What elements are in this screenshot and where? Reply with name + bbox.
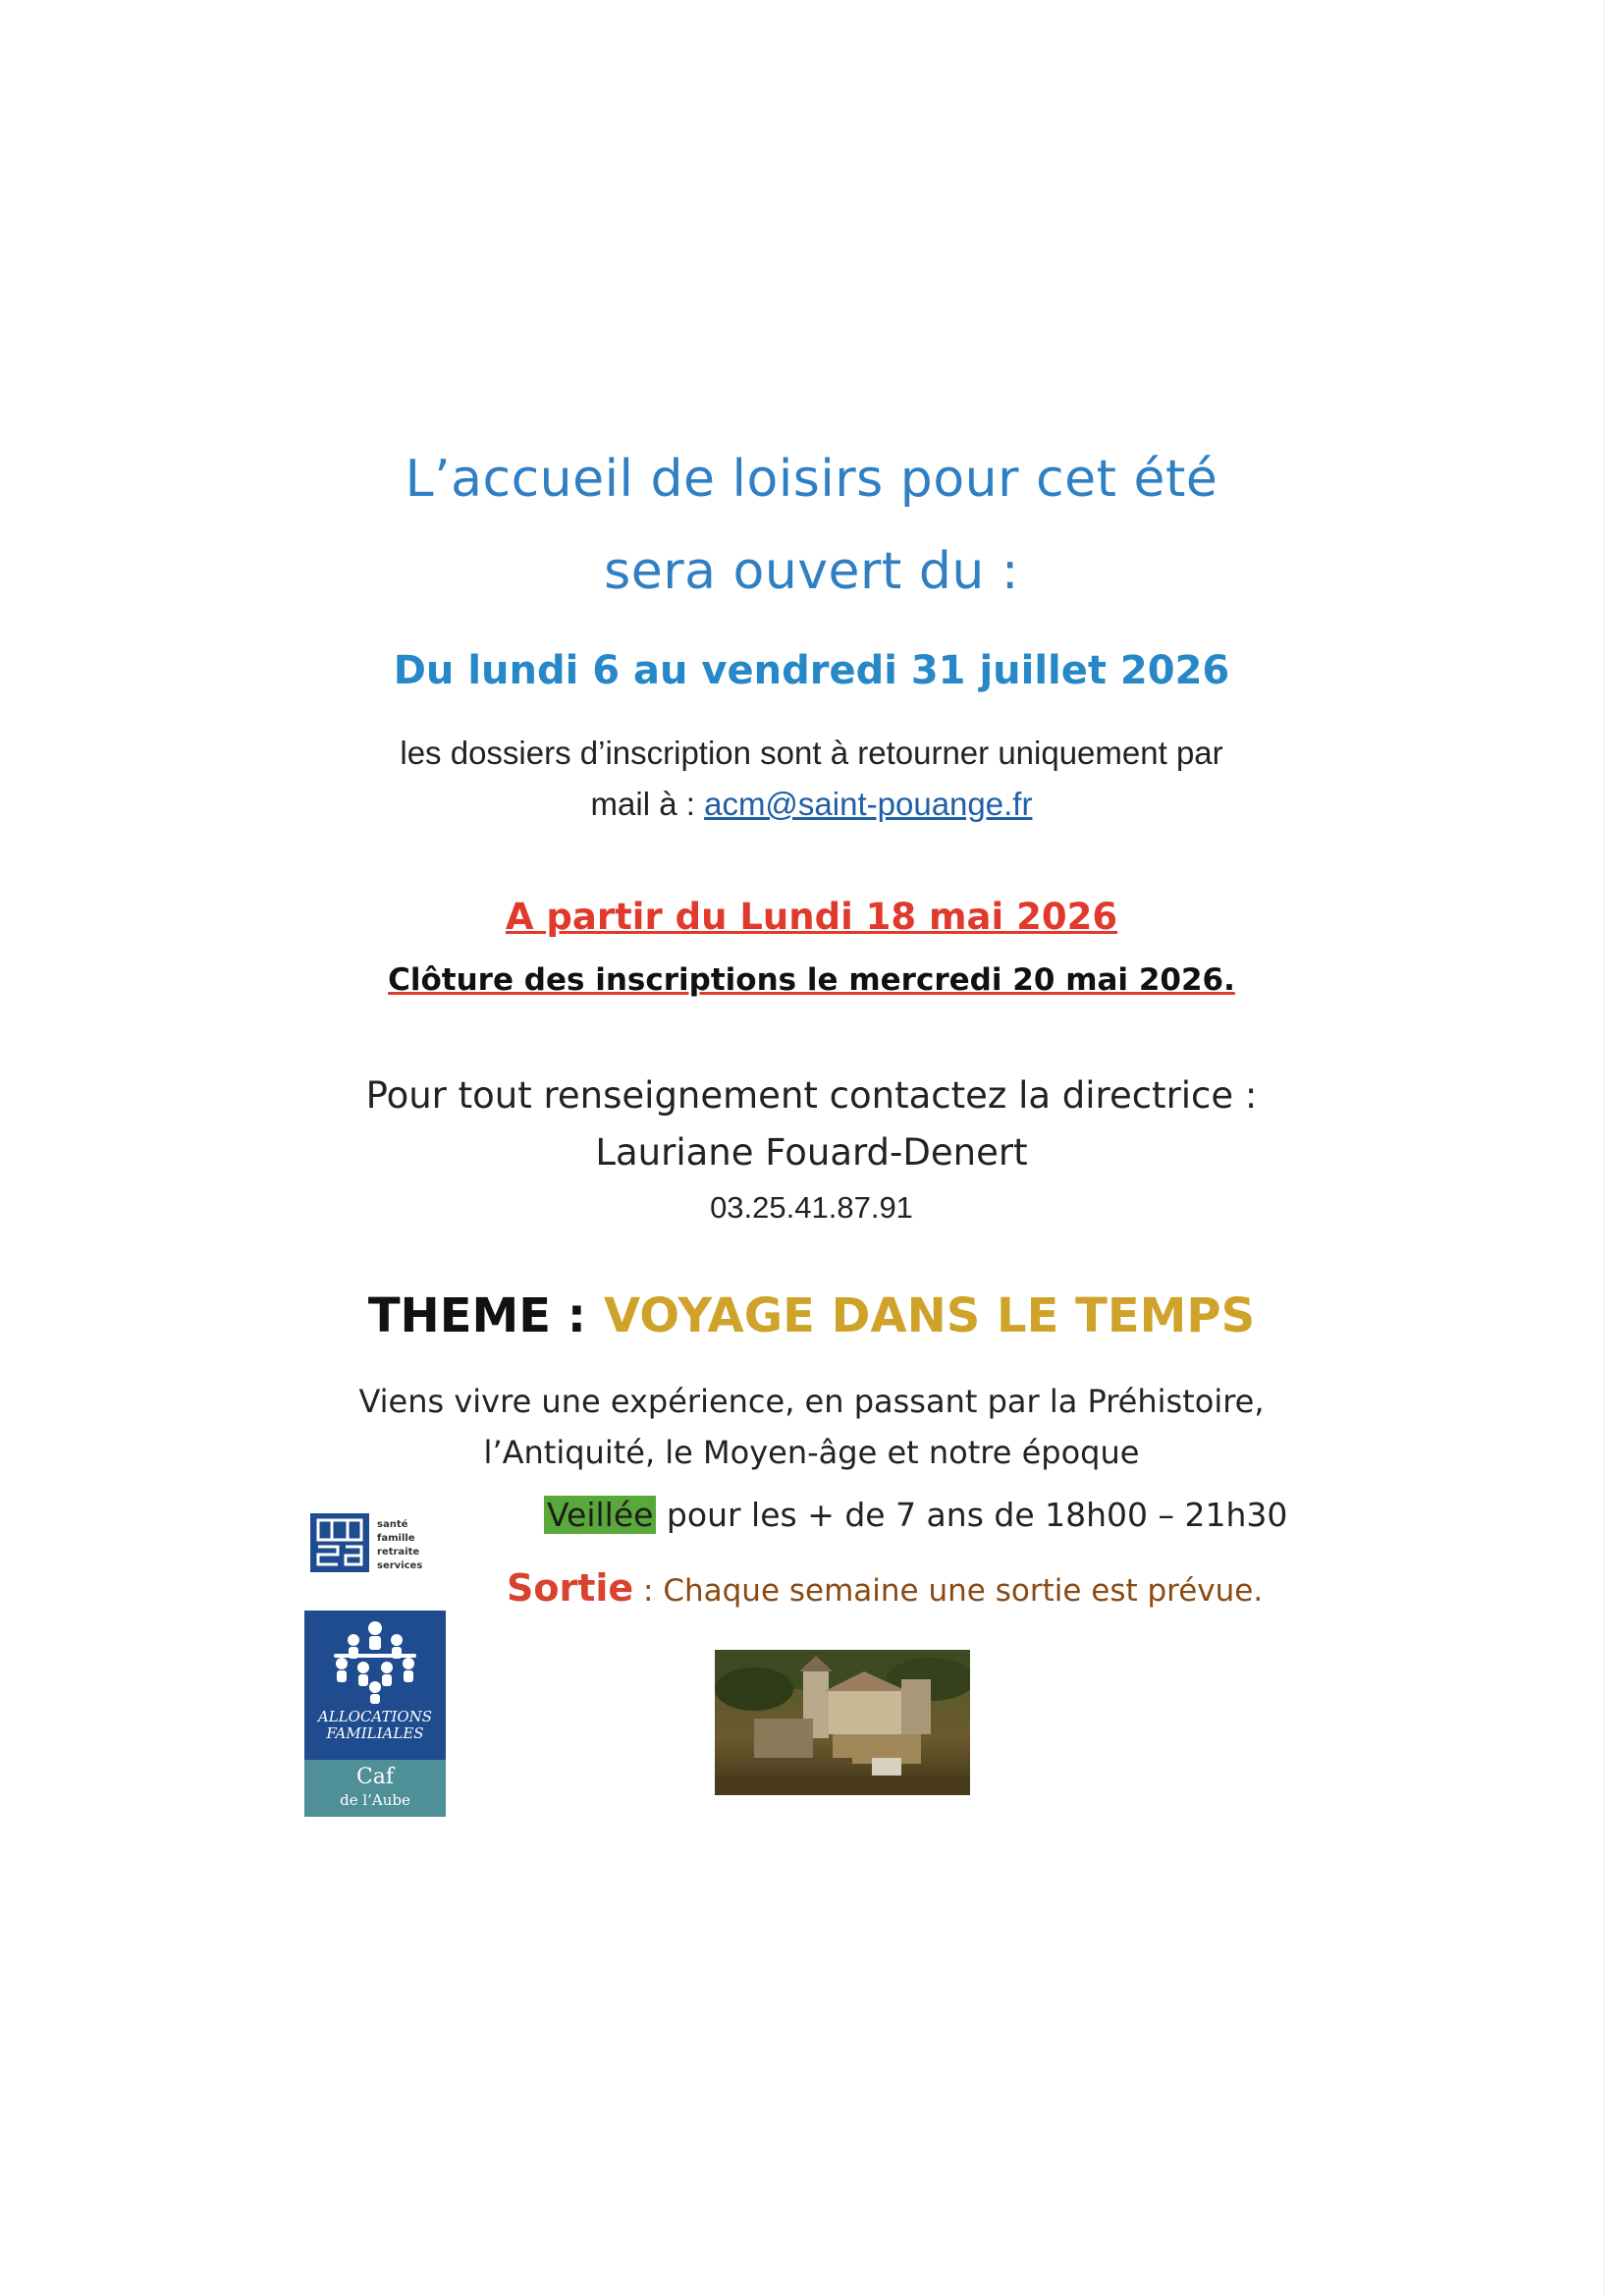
phone-number: 03.25.41.87.91 <box>710 1190 913 1225</box>
opening-dates: Du lundi 6 au vendredi 31 juillet 2026 <box>393 648 1230 693</box>
registration-line-1: les dossiers d’inscription sont à retourner uniquement par <box>400 735 1223 771</box>
sortie-label: Sortie <box>507 1566 634 1610</box>
description-line-1: Viens vivre une expérience, en passant par la Préhistoire, <box>358 1383 1265 1420</box>
caf-logo-top <box>304 1611 446 1760</box>
contact-line: Pour tout renseignement contactez la directrice : <box>365 1074 1258 1117</box>
sortie-text: : Chaque semaine une sortie est prévue. <box>633 1573 1264 1609</box>
caf-text: Caf <box>355 1765 395 1789</box>
castle-photo <box>715 1650 970 1795</box>
mail-prefix: mail à : <box>590 786 705 822</box>
svg-text:famille: famille <box>377 1533 415 1544</box>
description-line-2: l’Antiquité, le Moyen-âge et notre époque <box>483 1434 1140 1471</box>
svg-text:santé: santé <box>377 1519 408 1530</box>
svg-text:services: services <box>377 1560 423 1571</box>
caf-logo <box>304 1611 446 1817</box>
title-line-2: sera ouvert du : <box>604 542 1019 601</box>
veillee-text: pour les + de 7 ans de 18h00 – 21h30 <box>656 1496 1288 1534</box>
registration-start: A partir du Lundi 18 mai 2026 <box>505 896 1118 938</box>
svg-text:retraite: retraite <box>377 1547 420 1558</box>
msa-logo <box>308 1511 441 1574</box>
veillee-line <box>544 1496 1287 1534</box>
registration-line-2 <box>0 786 1623 823</box>
director-name: Lauriane Fouard-Denert <box>595 1131 1028 1174</box>
registration-closing: Clôture des inscriptions le mercredi 20 mai 2026. <box>388 962 1235 998</box>
title-line-1: L’accueil de loisirs pour cet été <box>405 450 1218 509</box>
theme-label: THEME : <box>367 1288 586 1343</box>
theme-heading <box>0 1288 1623 1343</box>
email-link[interactable]: acm@saint-pouange.fr <box>704 786 1033 822</box>
sortie-line <box>507 1566 1263 1610</box>
theme-value: VOYAGE DANS LE TEMPS <box>603 1288 1256 1343</box>
caf-family-icon <box>304 1611 446 1709</box>
veillee-label: Veillée <box>544 1496 656 1534</box>
caf-logo-bottom <box>304 1760 446 1817</box>
caf-department-text: de l’Aube <box>340 1791 410 1809</box>
caf-allocations-text: ALLOCATIONS FAMILIALES <box>317 1708 433 1742</box>
